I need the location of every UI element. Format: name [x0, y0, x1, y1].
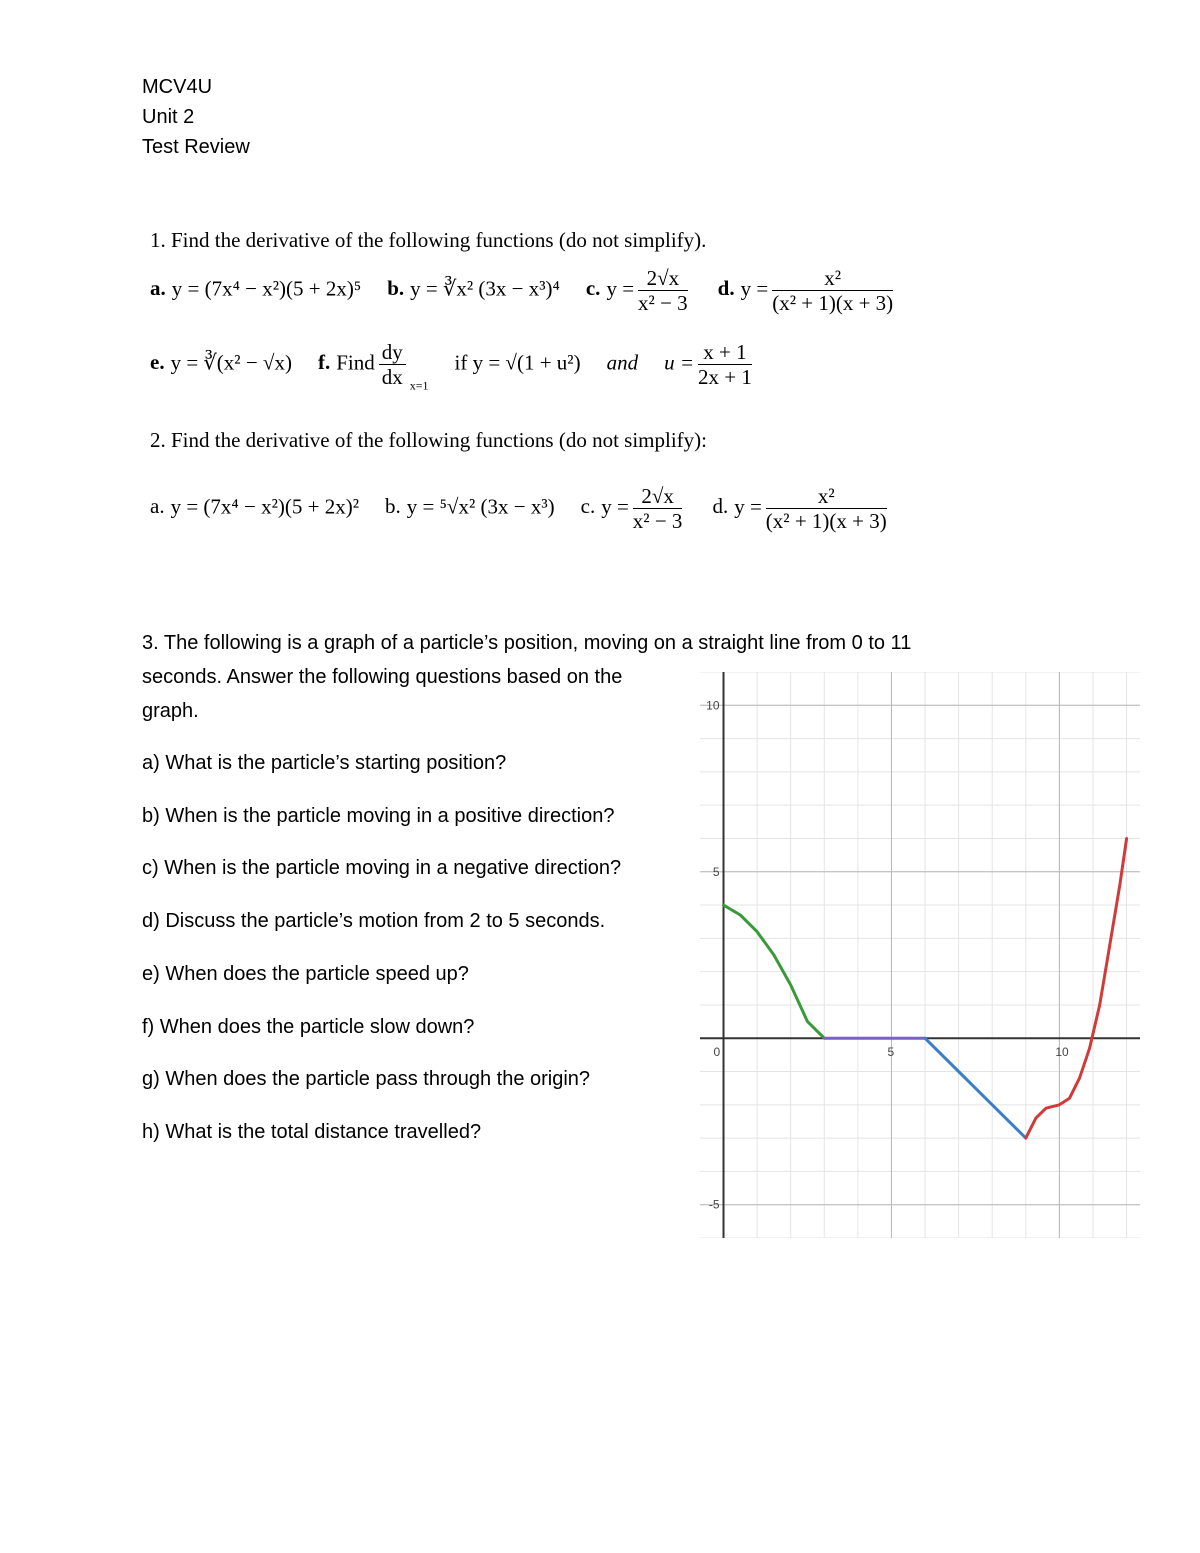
q2c-label: c.: [580, 494, 596, 519]
axes: [700, 672, 1140, 1238]
question-3f: f) When does the particle slow down?: [142, 1016, 475, 1038]
unit-label: Unit 2: [142, 106, 195, 128]
q1f-u-fraction: [698, 340, 752, 389]
q2c-fraction: [633, 484, 683, 533]
q1d-numerator: x²: [772, 266, 893, 291]
q2b-expression: y = ⁵√x² (3x − x³): [406, 494, 555, 519]
question-1-title: 1. Find the derivative of the following functions (do not simplify).: [150, 228, 707, 252]
q2b-label: b.: [385, 494, 401, 519]
q2d-numerator: x²: [766, 484, 887, 509]
question-3-line-1: 3. The following is a graph of a particle’s position, moving on a straight line from 0 to 11: [142, 632, 912, 654]
document-title: Test Review: [142, 136, 250, 158]
question-3d: d) Discuss the particle’s motion from 2 to 5 seconds.: [142, 910, 606, 932]
q1d-fraction: [772, 266, 893, 315]
x-tick-label: 0: [713, 1045, 721, 1060]
question-2-row: [150, 484, 891, 533]
q2c-lhs: y =: [601, 494, 629, 519]
position-time-graph: [700, 672, 1140, 1238]
q1f-u-numerator: x + 1: [698, 340, 752, 365]
question-3b: b) When is the particle moving in a positive direction?: [142, 805, 615, 827]
course-code: MCV4U: [142, 76, 213, 98]
q2d-fraction: [766, 484, 887, 533]
q2d-denominator: (x² + 1)(x + 3): [765, 509, 887, 533]
question-1-row-2: [150, 340, 756, 393]
question-3-line-3: graph.: [142, 700, 199, 722]
q1e-label: e.: [150, 350, 165, 375]
tick-labels: [706, 698, 1069, 1211]
question-2-title: 2. Find the derivative of the following functions (do not simplify):: [150, 428, 708, 452]
q2a-label: a.: [150, 494, 165, 519]
document-header: [142, 72, 250, 162]
q1c-label: c.: [585, 276, 601, 301]
question-3c: c) When is the particle moving in a negative direction?: [142, 857, 622, 879]
q1f-label: f.: [317, 350, 331, 375]
q2d-lhs: y =: [734, 494, 762, 519]
q1b-label: b.: [387, 276, 405, 301]
q1a-expression: y = (7x⁴ − x²)(5 + 2x)⁵: [171, 276, 362, 301]
question-3-line-2: seconds. Answer the following questions based on the: [142, 666, 623, 688]
q1c-numerator: 2√x: [638, 266, 688, 291]
question-1-row-1: [150, 266, 897, 315]
q1f-u-lhs: u =: [664, 350, 695, 375]
y-tick-label: -5: [708, 1197, 720, 1212]
q1f-dx: dx: [381, 365, 403, 389]
q1b-expression: y = ∛x² (3x − x³)⁴: [410, 276, 560, 301]
q1d-lhs: y =: [740, 276, 769, 301]
question-3a: a) What is the particle’s starting position?: [142, 752, 507, 774]
series-line-3: [925, 1038, 1026, 1138]
question-2-block: [136, 420, 1110, 560]
q1f-find: Find: [336, 350, 375, 375]
q2c-numerator: 2√x: [633, 484, 683, 509]
y-tick-label: 5: [712, 864, 720, 879]
question-3h: h) What is the total distance travelled?: [142, 1121, 482, 1143]
q1f-dy: dy: [379, 340, 406, 365]
q1d-denominator: (x² + 1)(x + 3): [772, 291, 894, 315]
q1f-evaluation-point: x=1: [409, 378, 429, 393]
q1f-and: and: [606, 350, 639, 375]
q2c-denominator: x² − 3: [632, 509, 683, 533]
q1f-condition: if y = √(1 + u²): [454, 350, 581, 375]
minor-gridlines: [700, 672, 1140, 1238]
q1c-denominator: x² − 3: [638, 291, 688, 315]
q1a-label: a.: [150, 276, 166, 301]
question-1-block: [136, 222, 1110, 412]
question-3e: e) When does the particle speed up?: [142, 963, 469, 985]
x-tick-label: 5: [887, 1045, 895, 1060]
q1d-label: d.: [717, 276, 735, 301]
series-line-4: [1026, 839, 1127, 1139]
y-tick-label: 10: [706, 698, 720, 713]
question-3g: g) When does the particle pass through the origin?: [142, 1068, 591, 1090]
q1f-derivative: [379, 340, 406, 389]
q2d-label: d.: [712, 494, 729, 519]
q1c-fraction: [638, 266, 688, 315]
major-gridlines: [700, 672, 1140, 1238]
x-tick-label: 10: [1055, 1045, 1069, 1060]
q1e-expression: y = ∛(x² − √x): [170, 350, 292, 375]
q1c-lhs: y =: [606, 276, 635, 301]
q1f-u-denominator: 2x + 1: [698, 365, 752, 389]
q2a-expression: y = (7x⁴ − x²)(5 + 2x)²: [170, 494, 359, 519]
